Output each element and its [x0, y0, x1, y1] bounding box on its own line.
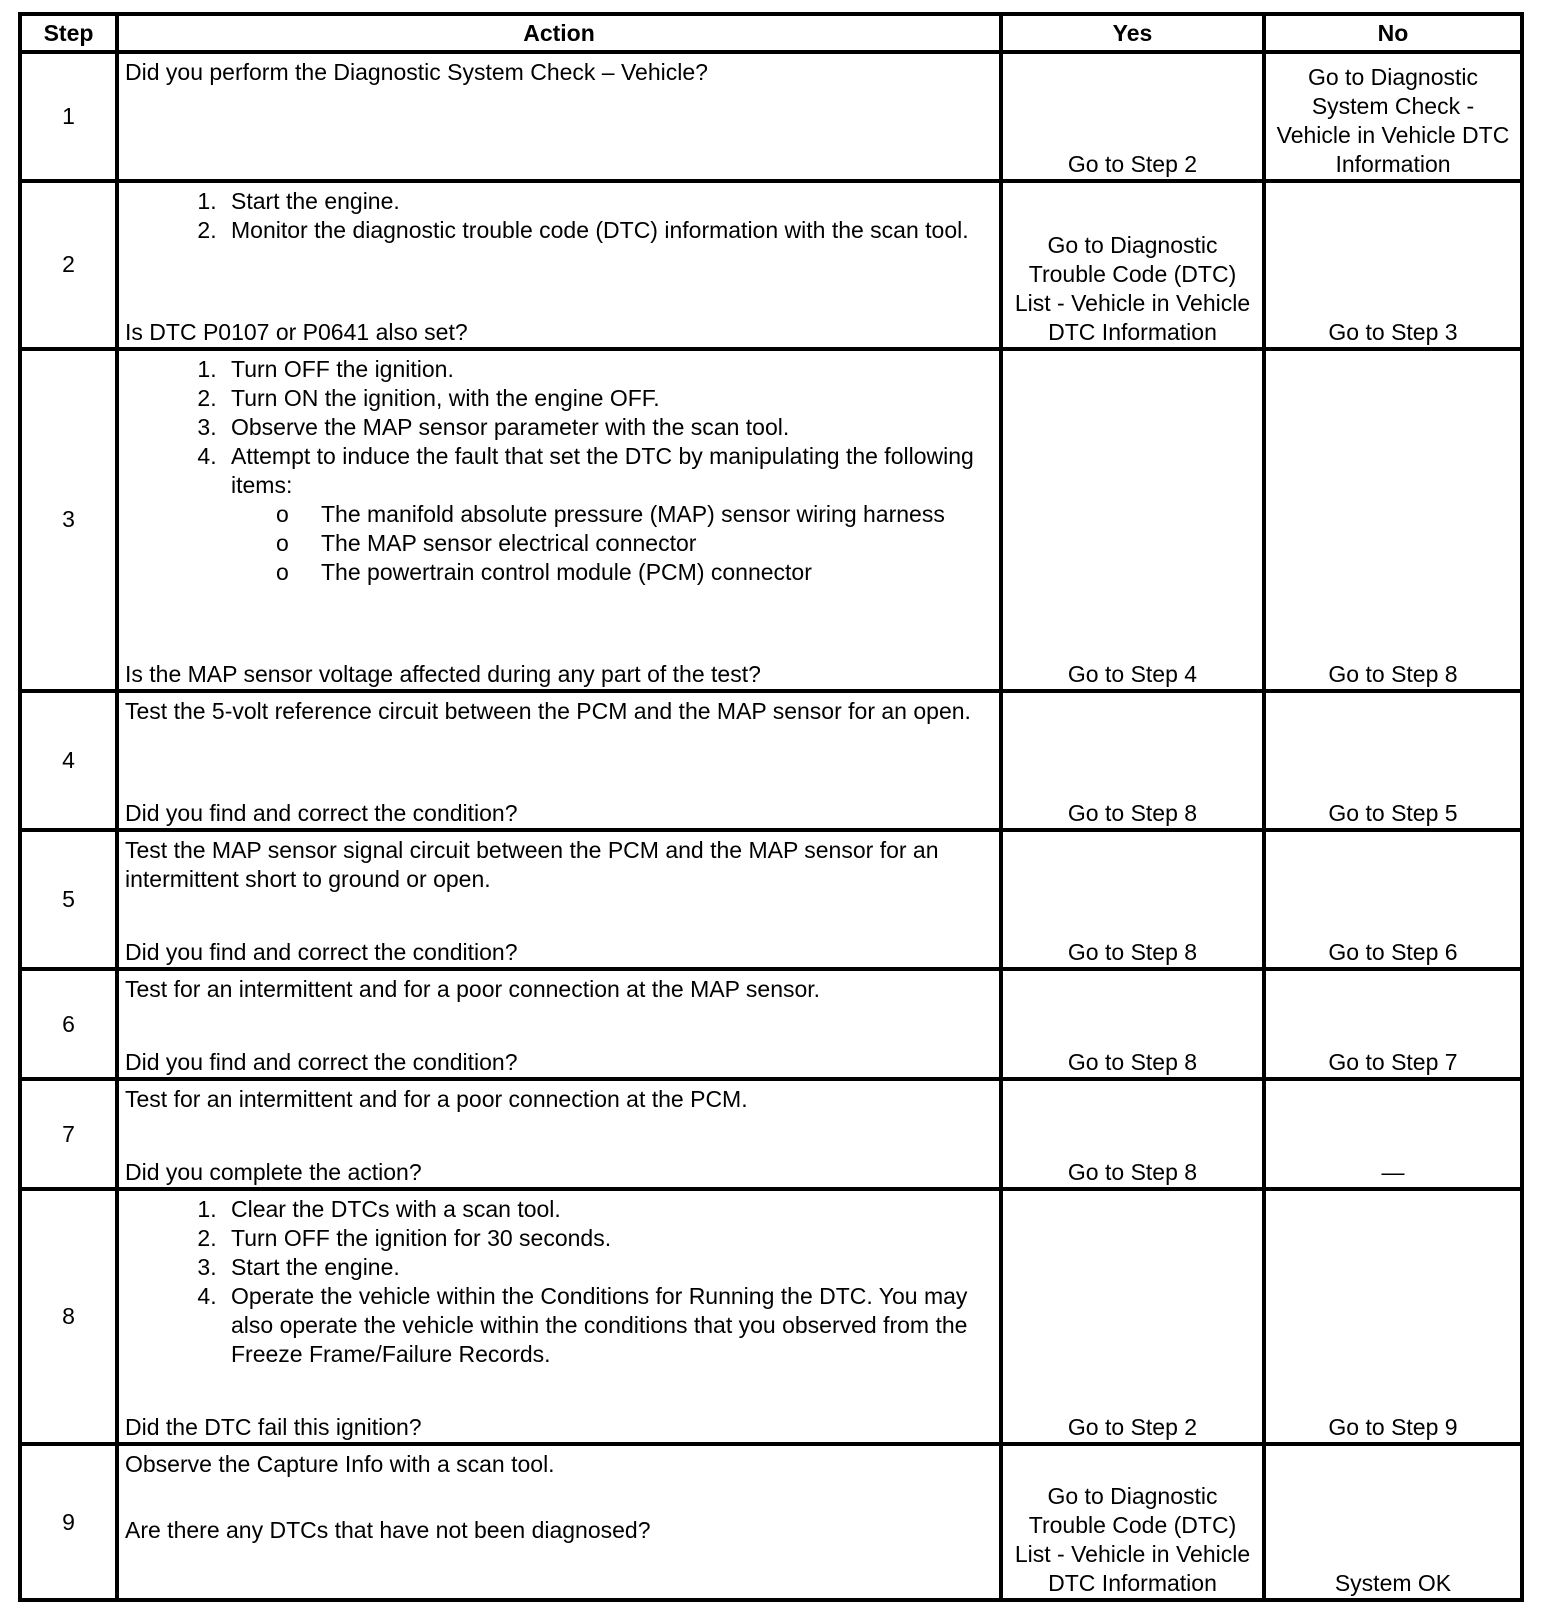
table-row: [20, 1444, 1522, 1600]
sub-list-item: o The MAP sensor electrical connector: [321, 529, 993, 558]
yes-cell: Go to Diagnostic Trouble Code (DTC) List - Vehicle in Vehicle DTC Information: [1001, 1444, 1264, 1600]
sub-list-item: o The powertrain control module (PCM) connector: [321, 558, 993, 587]
list-item: 3. Start the engine.: [223, 1253, 993, 1282]
no-cell: Go to Step 8: [1264, 349, 1522, 691]
table-row: [20, 349, 1522, 691]
table-row: [20, 691, 1522, 830]
step-number: 7: [20, 1079, 117, 1189]
table-row: [20, 52, 1522, 181]
sub-list: [125, 500, 993, 587]
action-text: Observe the Capture Info with a scan tool.: [125, 1451, 555, 1478]
question-text: Is DTC P0107 or P0641 also set?: [125, 318, 468, 345]
yes-cell: Go to Step 8: [1001, 1079, 1264, 1189]
yes-cell: Go to Step 8: [1001, 969, 1264, 1079]
list-item: 2. Turn OFF the ignition for 30 seconds.: [223, 1224, 993, 1253]
action-cell: [117, 349, 1001, 691]
numbered-list: [125, 1195, 993, 1369]
list-item: 1. Start the engine.: [223, 187, 993, 216]
diagnostic-table: [18, 12, 1524, 1602]
yes-cell: Go to Step 2: [1001, 52, 1264, 181]
list-item: 4. Operate the vehicle within the Conditions for Running the DTC. You may also operate the vehicle within the conditions that you observed from the Freeze Frame/Failure Records.: [223, 1282, 993, 1369]
question-text: Did you complete the action?: [125, 1159, 422, 1186]
no-cell: —: [1264, 1079, 1522, 1189]
list-item: 2. Turn ON the ignition, with the engine OFF.: [223, 384, 993, 413]
no-cell: Go to Step 6: [1264, 830, 1522, 969]
list-item: 2. Monitor the diagnostic trouble code (DTC) information with the scan tool.: [223, 216, 993, 245]
step-number: 8: [20, 1189, 117, 1444]
action-text: Test the MAP sensor signal circuit between the PCM and the MAP sensor for an intermittent short to ground or open.: [125, 837, 939, 893]
no-cell: Go to Step 7: [1264, 969, 1522, 1079]
question-text: Did you find and correct the condition?: [125, 939, 518, 966]
action-text: Test for an intermittent and for a poor connection at the PCM.: [125, 1086, 748, 1113]
action-wrap: [125, 1450, 993, 1545]
no-cell: Go to Step 9: [1264, 1189, 1522, 1444]
yes-cell: Go to Step 8: [1001, 691, 1264, 830]
list-item: 3. Observe the MAP sensor parameter with the scan tool.: [223, 413, 993, 442]
step-number: 1: [20, 52, 117, 181]
step-number: 4: [20, 691, 117, 830]
question-text: Are there any DTCs that have not been diagnosed?: [125, 1517, 651, 1544]
table-row: [20, 181, 1522, 349]
step-number: 6: [20, 969, 117, 1079]
no-cell: Go to Step 5: [1264, 691, 1522, 830]
step-number: 3: [20, 349, 117, 691]
action-cell: [117, 52, 1001, 181]
no-cell: Go to Step 3: [1264, 181, 1522, 349]
table-row: [20, 1079, 1522, 1189]
action-cell: [117, 969, 1001, 1079]
yes-cell: Go to Step 8: [1001, 830, 1264, 969]
action-cell: [117, 1079, 1001, 1189]
header-no: No: [1264, 14, 1522, 52]
question-text: Did the DTC fail this ignition?: [125, 1414, 422, 1441]
action-text: Test for an intermittent and for a poor connection at the MAP sensor.: [125, 976, 821, 1003]
table-row: [20, 1189, 1522, 1444]
action-lists: [125, 355, 993, 587]
list-item: 4. Attempt to induce the fault that set the DTC by manipulating the following items:: [223, 442, 993, 500]
list-item: 1. Turn OFF the ignition.: [223, 355, 993, 384]
yes-cell: Go to Step 4: [1001, 349, 1264, 691]
header-row: [20, 14, 1522, 52]
action-cell: [117, 181, 1001, 349]
numbered-list: [125, 355, 993, 500]
numbered-list: [125, 187, 993, 245]
header-yes: Yes: [1001, 14, 1264, 52]
no-cell: Go to Diagnostic System Check - Vehicle in Vehicle DTC Information: [1264, 52, 1522, 181]
action-text: Test the 5-volt reference circuit between the PCM and the MAP sensor for an open.: [125, 698, 971, 725]
no-cell: System OK: [1264, 1444, 1522, 1600]
action-cell: [117, 691, 1001, 830]
table-row: [20, 969, 1522, 1079]
question-text: Did you find and correct the condition?: [125, 800, 518, 827]
step-number: 5: [20, 830, 117, 969]
question-text: Is the MAP sensor voltage affected during any part of the test?: [125, 661, 761, 688]
step-number: 2: [20, 181, 117, 349]
action-cell: [117, 830, 1001, 969]
header-action: Action: [117, 14, 1001, 52]
list-item: 1. Clear the DTCs with a scan tool.: [223, 1195, 993, 1224]
question-text: Did you find and correct the condition?: [125, 1049, 518, 1076]
table-row: [20, 830, 1522, 969]
yes-cell: Go to Diagnostic Trouble Code (DTC) List - Vehicle in Vehicle DTC Information: [1001, 181, 1264, 349]
step-number: 9: [20, 1444, 117, 1600]
action-cell: [117, 1444, 1001, 1600]
yes-cell: Go to Step 2: [1001, 1189, 1264, 1444]
header-step: Step: [20, 14, 117, 52]
sub-list-item: o The manifold absolute pressure (MAP) sensor wiring harness: [321, 500, 993, 529]
action-cell: [117, 1189, 1001, 1444]
action-text: Did you perform the Diagnostic System Check – Vehicle?: [125, 59, 708, 85]
